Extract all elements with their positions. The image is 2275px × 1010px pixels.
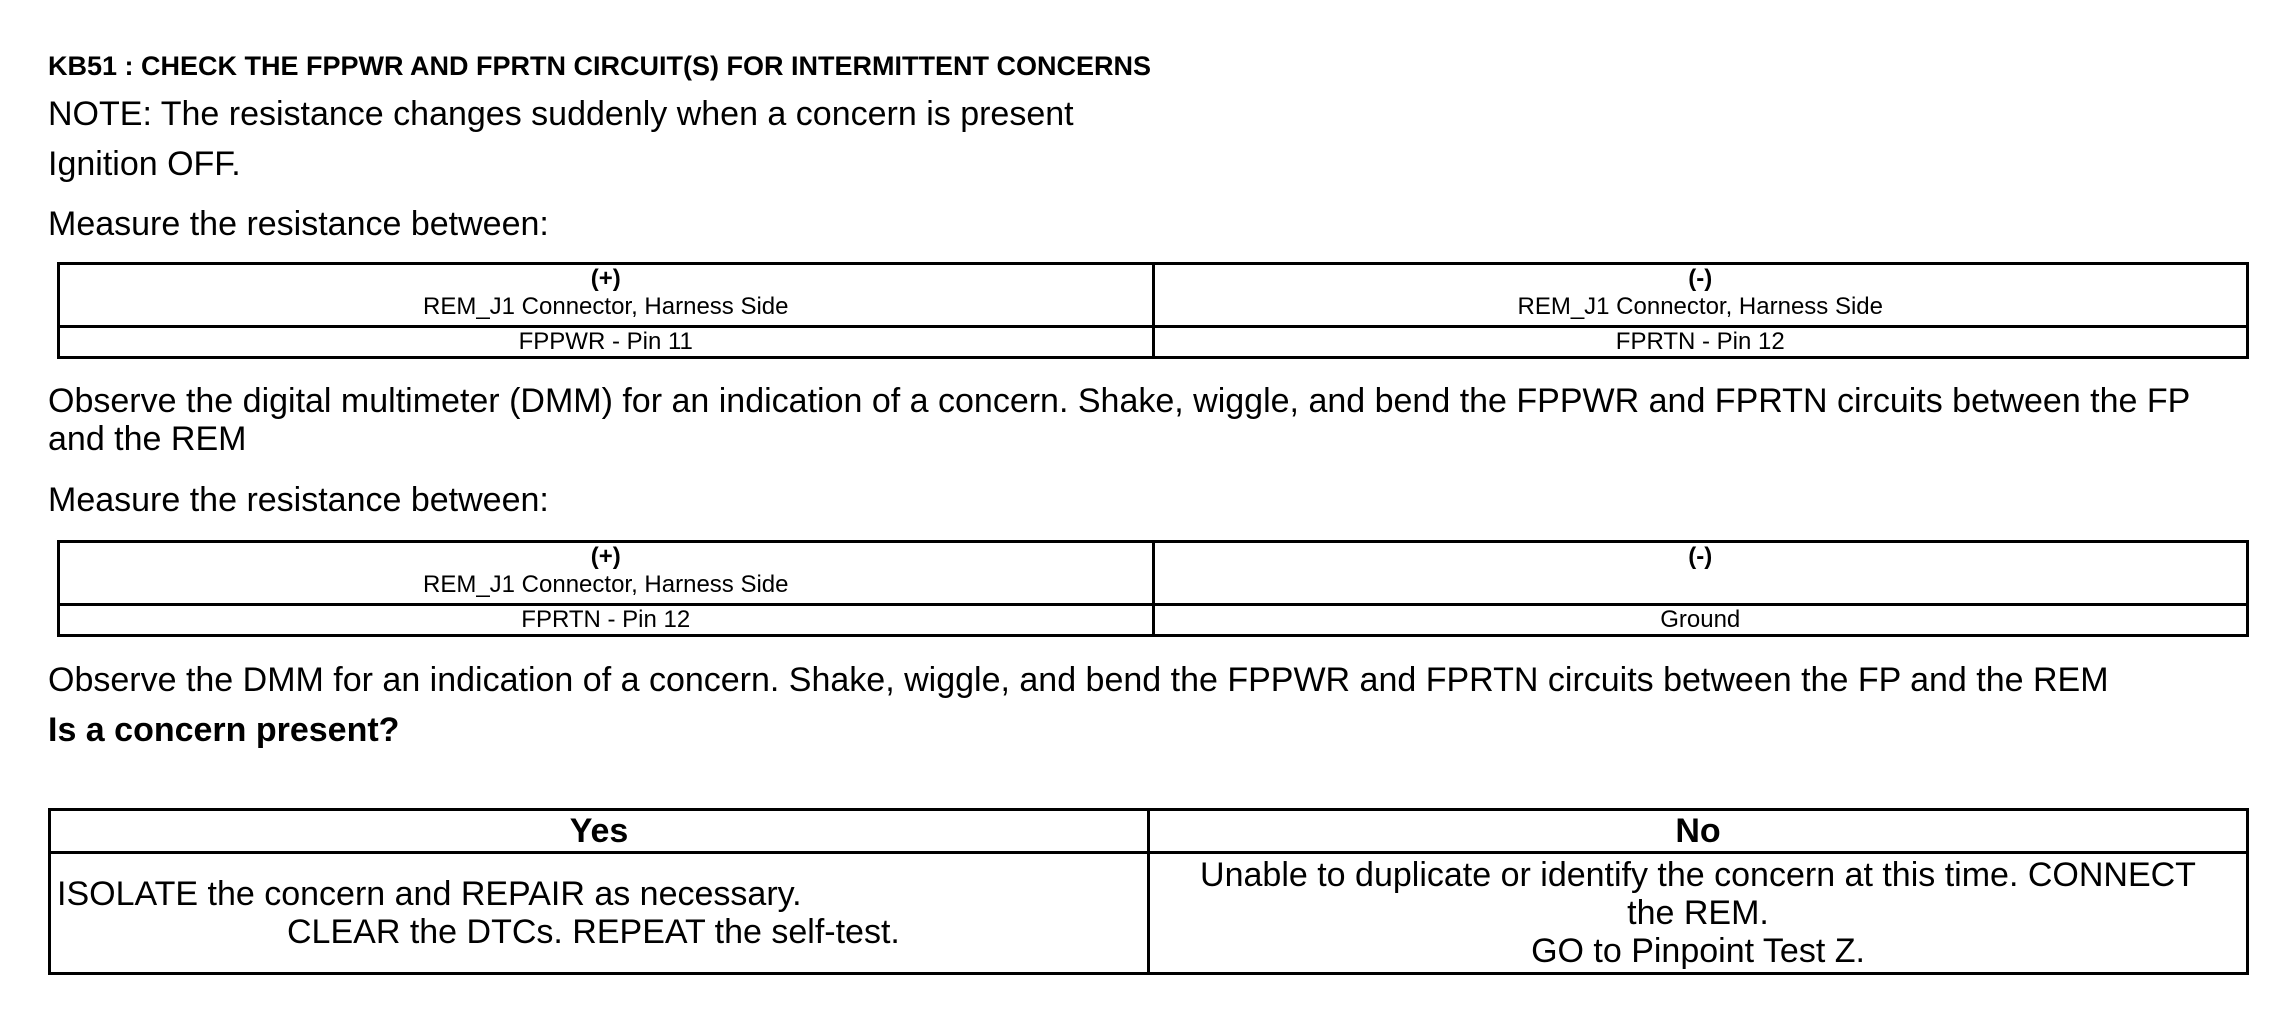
concern-question: Is a concern present? xyxy=(48,711,400,749)
measurement-table-2 xyxy=(57,540,2249,637)
negative-sign: (-) xyxy=(1688,265,1713,292)
positive-pin-cell: FPPWR - Pin 11 xyxy=(59,327,1154,358)
negative-connector-label: REM_J1 Connector, Harness Side xyxy=(1517,293,1883,320)
yes-action-line-1: ISOLATE the concern and REPAIR as necessary. xyxy=(57,875,802,913)
test-step-title: KB51 : CHECK THE FPPWR AND FPRTN CIRCUIT(S) FOR INTERMITTENT CONCERNS xyxy=(48,51,1151,81)
positive-sign: (+) xyxy=(590,543,621,570)
observe-instruction-2: Observe the DMM for an indication of a concern. Shake, wiggle, and bend the FPPWR and FPRTN circuits between the FP and the REM xyxy=(48,661,2109,699)
positive-connector-label: REM_J1 Connector, Harness Side xyxy=(422,571,789,598)
yes-action-line-2: CLEAR the DTCs. REPEAT the self-test. xyxy=(287,913,900,951)
negative-sign: (-) xyxy=(1688,543,1713,570)
negative-pin-cell: Ground xyxy=(1153,605,2248,636)
negative-lead-header xyxy=(1153,264,2248,327)
negative-lead-header xyxy=(1153,542,2248,605)
result-table xyxy=(48,808,2249,975)
positive-lead-header xyxy=(59,264,1154,327)
no-action-line-2: the REM. xyxy=(1627,894,1769,932)
no-action-line-3: GO to Pinpoint Test Z. xyxy=(1531,932,1865,970)
note-text: NOTE: The resistance changes suddenly when a concern is present xyxy=(48,95,1074,133)
ignition-step-text: Ignition OFF. xyxy=(48,145,241,183)
yes-action-cell xyxy=(50,853,1149,974)
no-header: No xyxy=(1149,810,2248,853)
negative-pin-cell: FPRTN - Pin 12 xyxy=(1153,327,2248,358)
no-action-line-1: Unable to duplicate or identify the concern at this time. CONNECT xyxy=(1200,856,2196,894)
no-action-cell xyxy=(1149,853,2248,974)
positive-lead-header xyxy=(59,542,1154,605)
positive-sign: (+) xyxy=(590,265,621,292)
measure-intro-2: Measure the resistance between: xyxy=(48,481,549,519)
measure-intro-1: Measure the resistance between: xyxy=(48,205,549,243)
yes-header: Yes xyxy=(50,810,1149,853)
positive-pin-cell: FPRTN - Pin 12 xyxy=(59,605,1154,636)
observe-instruction-1: Observe the digital multimeter (DMM) for an indication of a concern. Shake, wiggle, and bend the FPPWR and FPRTN circuits between the FP and the REM xyxy=(48,382,2190,458)
positive-connector-label: REM_J1 Connector, Harness Side xyxy=(422,293,789,320)
measurement-table-1 xyxy=(57,262,2249,359)
